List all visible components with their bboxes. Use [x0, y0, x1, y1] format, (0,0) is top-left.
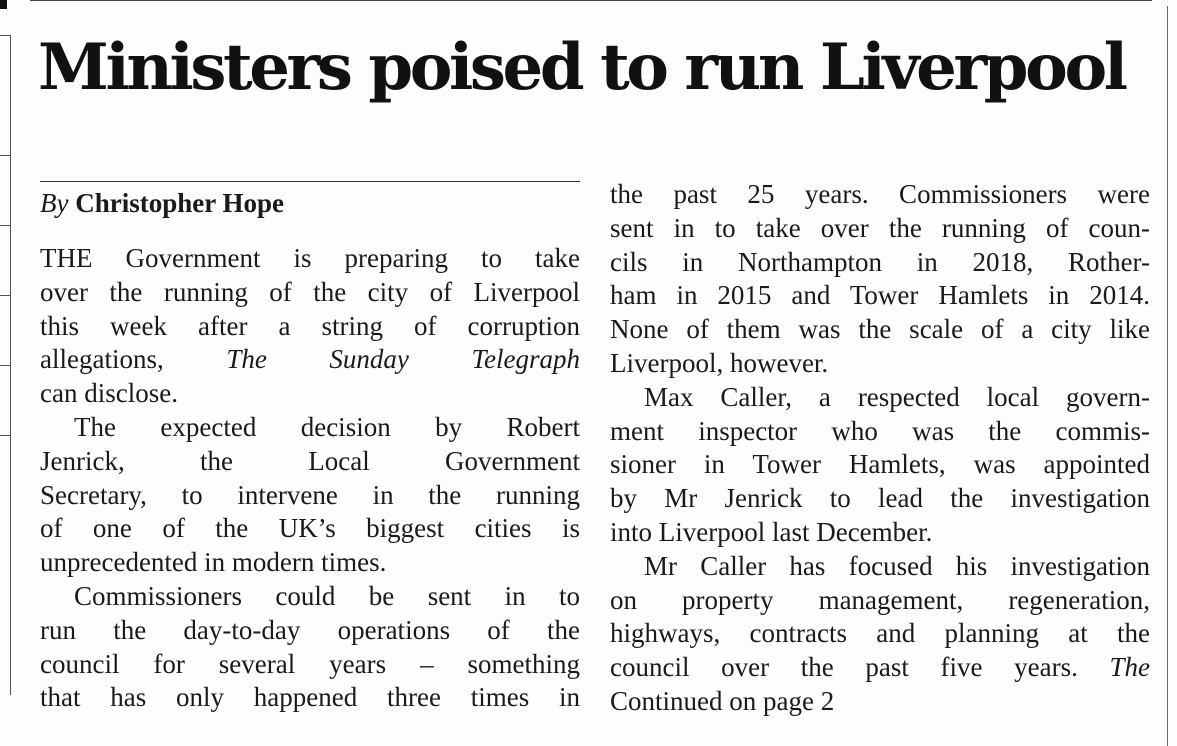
text-line: into Liverpool last December.	[610, 516, 933, 547]
text-fragment: allegations,	[40, 344, 164, 375]
text-line: THE Government is preparing to take	[40, 243, 580, 273]
left-column-tick	[0, 295, 11, 296]
left-column-tick	[0, 435, 11, 436]
publication-name: The Sunday Telegraph	[226, 344, 580, 375]
text-line: ment inspector who was the commis-	[610, 415, 1150, 446]
text-line: ham in 2015 and Tower Hamlets in 2014.	[610, 280, 1150, 311]
text-line: of one of the UK’s biggest cities is	[40, 513, 580, 544]
top-rule	[30, 0, 1152, 1]
text-line	[610, 651, 1150, 685]
text-line: Jenrick, the Local Government	[40, 445, 580, 476]
text-fragment-italic: The	[1109, 652, 1151, 683]
text-line: Secretary, to intervene in the running	[40, 479, 580, 510]
text-line: that has only happened three times in	[40, 682, 580, 713]
corner-mark	[0, 0, 7, 9]
article-column-left	[40, 242, 580, 715]
text-line	[40, 343, 580, 377]
article-column-right	[610, 178, 1150, 719]
left-column-tick	[0, 365, 11, 366]
text-line: cils in Northampton in 2018, Rother-	[610, 246, 1150, 277]
left-column-tick	[0, 155, 11, 156]
text-line: Mr Caller has focused his investigation	[644, 550, 1150, 581]
text-line: council for several years – something	[40, 648, 580, 679]
text-line: highways, contracts and planning at the	[610, 618, 1150, 649]
text-line: sioner in Tower Hamlets, was appointed	[610, 449, 1150, 480]
text-line: The expected decision by Robert	[74, 411, 580, 442]
text-line: None of them was the scale of a city like	[610, 314, 1150, 345]
text-line: Liverpool, however.	[610, 347, 829, 378]
byline-author: Christopher Hope	[75, 188, 284, 218]
text-line: unprecedented in modern times.	[40, 547, 387, 578]
text-line: Max Caller, a respected local govern-	[644, 381, 1150, 412]
text-line: by Mr Jenrick to lead the investigation	[610, 483, 1150, 514]
text-line: the past 25 years. Commissioners were	[610, 179, 1150, 209]
text-line: this week after a string of corruption	[40, 310, 580, 341]
text-line: can disclose.	[40, 378, 178, 409]
right-column-rule	[1167, 6, 1168, 746]
left-column-tick	[0, 35, 11, 36]
text-line: run the day-to-day operations of the	[40, 614, 580, 645]
headline: Ministers poised to run Liverpool	[38, 30, 1125, 105]
text-line: over the running of the city of Liverpool	[40, 276, 580, 307]
left-column-tick	[0, 225, 11, 226]
byline-prefix: By	[40, 188, 69, 218]
byline	[40, 186, 580, 220]
text-fragment: council over the past five years.	[610, 652, 1078, 683]
continued-link[interactable]: Continued on page 2	[610, 685, 835, 716]
text-line: on property management, regeneration,	[610, 584, 1150, 615]
byline-rule	[40, 181, 580, 182]
text-line: sent in to take over the running of coun-	[610, 212, 1150, 243]
text-line: Commissioners could be sent in to	[74, 580, 580, 611]
